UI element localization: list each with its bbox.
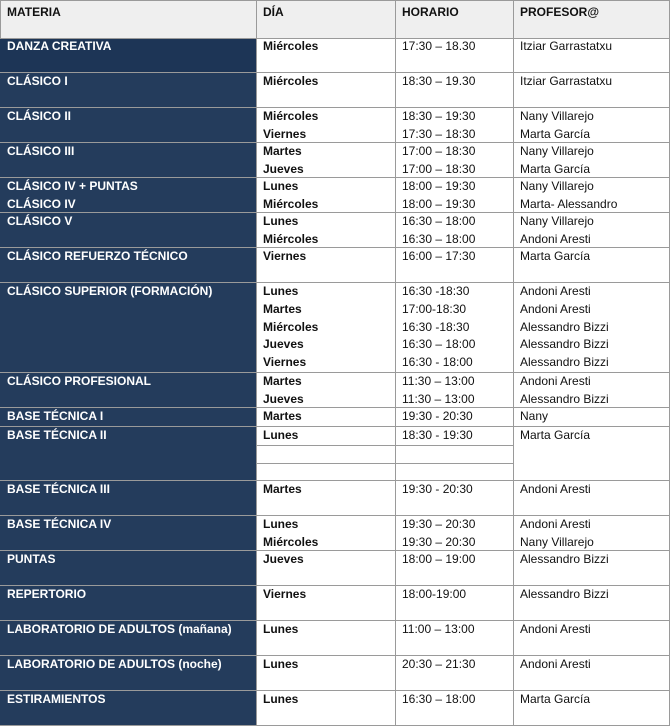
materia-label: CLÁSICO V [7,214,73,228]
horario-cell [395,691,513,726]
horario-cell [395,586,513,621]
dia-value: Lunes [263,657,299,671]
profesor-cell [513,481,670,516]
profesor-cell [513,373,670,408]
materia-label: BASE TÉCNICA III [7,482,110,496]
horario-cell [395,143,513,178]
profesor-value: Alessandro Bizzi [520,587,609,601]
materia-cell [0,586,256,621]
dia-value: Miércoles [263,534,319,549]
materia-label: LABORATORIO DE ADULTOS (noche) [7,657,222,671]
dia-cell [256,143,395,178]
dia-value: Martes [263,301,302,316]
dia-cell [256,73,395,108]
materia-cell [0,656,256,691]
materia-label: BASE TÉCNICA I [7,409,104,423]
dia-value: Jueves [263,391,304,406]
dia-value: Lunes [263,179,299,193]
profesor-value: Andoni Aresti [520,622,591,636]
profesor-value: Marta García [520,692,591,706]
horario-value: 17:30 – 18:30 [402,126,476,141]
horario-value: 16:30 -18:30 [402,284,470,298]
dia-value: Miércoles [263,196,319,211]
profesor-value: Marta- Alessandro [520,196,618,211]
horario-value: 17:00-18:30 [402,301,467,316]
materia-label: BASE TÉCNICA II [7,428,107,442]
dia-cell [256,586,395,621]
dia-cell [256,551,395,586]
header-horario: HORARIO [395,0,513,38]
horario-value: 20:30 – 21:30 [402,657,476,671]
dia-value: Lunes [263,622,299,636]
dia-cell [256,248,395,283]
profesor-cell [513,691,670,726]
materia-cell [0,481,256,516]
dia-value: Jueves [263,552,304,566]
horario-cell [395,621,513,656]
materia-cell [0,516,256,551]
dia-cell [256,108,395,143]
profesor-value: Nany Villarejo [520,214,594,228]
horario-value: 19:30 – 20:30 [402,517,476,531]
profesor-value: Nany [520,409,549,423]
materia-cell [0,621,256,656]
horario-cell [395,408,513,427]
profesor-cell [513,73,670,108]
profesor-value: Marta García [520,428,591,442]
horario-value: 19:30 - 20:30 [402,482,473,496]
dia-value: Viernes [263,355,307,370]
horario-cell [395,656,513,691]
materia-cell [0,178,256,213]
horario-value: 18:30 - 19:30 [402,428,473,442]
profesor-cell [513,408,670,427]
horario-value: 18:00 – 19:30 [402,179,476,193]
horario-value: 18:30 – 19.30 [402,74,476,88]
horario-value: 17:00 – 18:30 [402,161,476,176]
header-dia: DÍA [256,0,395,38]
materia-cell [0,143,256,178]
profesor-value: Nany Villarejo [520,534,594,549]
dia-cell [256,621,395,656]
dia-value: Miércoles [263,109,319,123]
horario-value: 19:30 - 20:30 [402,409,473,423]
profesor-value: Andoni Aresti [520,301,591,316]
materia-cell [0,283,256,373]
profesor-value: Alessandro Bizzi [520,337,609,352]
horario-cell [395,108,513,143]
dia-value: Miércoles [263,74,319,88]
horario-cell [395,373,513,408]
horario-value: 11:30 – 13:00 [402,374,475,388]
horario-value: 17:00 – 18:30 [402,144,476,158]
profesor-value: Andoni Aresti [520,284,591,298]
header-materia: MATERIA [0,0,256,38]
profesor-cell [513,656,670,691]
materia-label: BASE TÉCNICA IV [7,517,112,531]
dia-value: Martes [263,409,302,423]
profesor-value: Alessandro Bizzi [520,319,609,334]
horario-value: 11:00 – 13:00 [402,622,475,636]
profesor-value: Andoni Aresti [520,231,591,246]
materia-label: LABORATORIO DE ADULTOS (mañana) [7,622,232,636]
dia-value: Martes [263,374,302,388]
profesor-value: Alessandro Bizzi [520,355,609,370]
dia-value: Jueves [263,161,304,176]
dia-cell [256,691,395,726]
materia-cell [0,108,256,143]
horario-value: 11:30 – 13:00 [402,391,475,406]
profesor-cell [513,248,670,283]
horario-value: 18:00 – 19:30 [402,196,476,211]
materia-label: CLÁSICO REFUERZO TÉCNICO [7,249,188,263]
materia-label: CLÁSICO PROFESIONAL [7,374,152,388]
dia-value: Lunes [263,284,299,298]
horario-cell [395,481,513,516]
profesor-value: Marta García [520,249,591,263]
horario-value: 16:30 - 18:00 [402,355,473,370]
materia-label: PUNTAS [7,552,56,566]
dia-value: Martes [263,144,302,158]
dia-value: Miércoles [263,39,319,53]
materia-cell [0,551,256,586]
materia-cell [0,691,256,726]
dia-value: Viernes [263,587,307,601]
horario-cell [395,178,513,213]
profesor-value: Nany Villarejo [520,144,594,158]
dia-value: Lunes [263,692,299,706]
horario-value: 16:30 – 18:00 [402,337,476,352]
dia-cell [256,656,395,691]
horario-value: 16:00 – 17:30 [402,249,476,263]
materia-label: DANZA CREATIVA [7,39,112,53]
profesor-value: Marta García [520,126,591,141]
materia-cell [0,213,256,248]
profesor-value: Nany Villarejo [520,179,594,193]
profesor-value: Itziar Garrastatxu [520,39,613,53]
materia-cell [0,73,256,108]
materia-label: ESTIRAMIENTOS [7,692,106,706]
dia-cell [256,178,395,213]
horario-value: 18:00-19:00 [402,587,467,601]
materia-cell [0,408,256,427]
dia-value: Lunes [263,214,299,228]
materia-label: CLÁSICO I [7,74,68,88]
horario-cell [395,551,513,586]
materia-cell [0,373,256,408]
profesor-value: Andoni Aresti [520,374,591,388]
materia-cell [0,38,256,73]
dia-cell [256,38,395,73]
profesor-cell [513,427,670,481]
dia-value: Miércoles [263,319,319,334]
profesor-value: Marta García [520,161,591,176]
profesor-cell [513,516,670,551]
profesor-value: Alessandro Bizzi [520,391,609,406]
profesor-value: Nany Villarejo [520,109,594,123]
profesor-cell [513,283,670,373]
materia-cell [0,427,256,481]
dia-cell [256,373,395,408]
horario-cell [395,248,513,283]
profesor-cell [513,586,670,621]
profesor-cell [513,213,670,248]
horario-cell [395,516,513,551]
profesor-cell [513,621,670,656]
profesor-value: Andoni Aresti [520,517,591,531]
horario-value: 16:30 -18:30 [402,319,470,334]
profesor-cell [513,38,670,73]
profesor-cell [513,108,670,143]
materia-cell [0,248,256,283]
horario-value: 16:30 – 18:00 [402,231,476,246]
profesor-cell [513,143,670,178]
profesor-cell [513,178,670,213]
horario-cell [395,73,513,108]
horario-value: 16:30 – 18:00 [402,692,476,706]
materia-label: CLÁSICO IV + PUNTAS [7,179,138,193]
profesor-value: Itziar Garrastatxu [520,74,613,88]
dia-cell [256,427,395,481]
dia-value: Jueves [263,337,304,352]
dia-value: Miércoles [263,231,319,246]
dia-value: Viernes [263,126,307,141]
horario-value: 18:00 – 19:00 [402,552,476,566]
dia-cell [256,516,395,551]
horario-value: 18:30 – 19:30 [402,109,476,123]
dia-value: Martes [263,482,302,496]
profesor-value: Andoni Aresti [520,657,591,671]
horario-cell [395,213,513,248]
materia-label: CLÁSICO IV [7,196,76,211]
horario-value: 19:30 – 20:30 [402,534,476,549]
dia-value: Lunes [263,428,299,442]
horario-cell [395,283,513,373]
dia-value: Lunes [263,517,299,531]
materia-label: REPERTORIO [7,587,87,601]
dia-cell [256,408,395,427]
materia-label: CLÁSICO II [7,109,72,123]
header-profesor: PROFESOR@ [513,0,670,38]
dia-cell [256,481,395,516]
materia-label: CLÁSICO SUPERIOR (FORMACIÓN) [7,284,213,298]
horario-value: 16:30 – 18:00 [402,214,476,228]
profesor-cell [513,551,670,586]
dia-cell [256,283,395,373]
horario-cell [395,38,513,73]
horario-value: 17:30 – 18.30 [402,39,476,53]
materia-label: CLÁSICO III [7,144,75,158]
profesor-value: Andoni Aresti [520,482,591,496]
horario-cell [395,427,513,481]
dia-cell [256,213,395,248]
profesor-value: Alessandro Bizzi [520,552,609,566]
dia-value: Viernes [263,249,307,263]
